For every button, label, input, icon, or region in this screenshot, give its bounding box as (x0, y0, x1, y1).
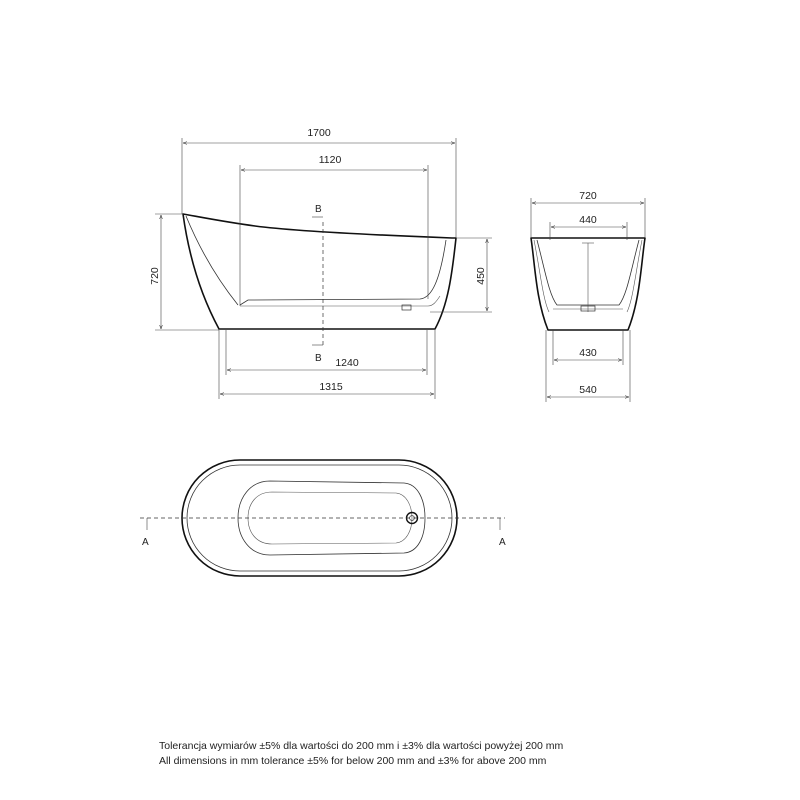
side-view-backrest-line (186, 216, 238, 305)
section-label-a-left: A (142, 537, 149, 548)
dim-label-1315: 1315 (319, 381, 343, 393)
section-label-b-bottom: B (315, 353, 322, 364)
dim-label-430: 430 (579, 347, 597, 359)
dim-label-440: 440 (579, 214, 597, 226)
side-view-outline (183, 214, 456, 329)
tolerance-note-polish: Tolerancja wymiarów ±5% dla wartości do 200 mm i ±3% dla wartości powyżej 200 mm (159, 740, 564, 752)
tolerance-notes (159, 739, 563, 769)
section-label-a-right: A (499, 537, 506, 548)
side-view-basin-floor (240, 296, 440, 306)
tolerance-note-english: All dimensions in mm tolerance ±5% for below 200 mm and ±3% for above 200 mm (159, 755, 547, 767)
side-view (149, 127, 492, 399)
dim-label-540: 540 (579, 384, 597, 396)
side-view-inner-basin (240, 240, 446, 305)
section-label-b-top: B (315, 204, 322, 215)
top-view (140, 460, 506, 576)
dim-label-720-height: 720 (149, 267, 161, 285)
dim-label-1120: 1120 (318, 154, 342, 166)
dim-label-1240: 1240 (335, 357, 359, 369)
dim-label-450: 450 (475, 267, 487, 285)
dim-label-720-width: 720 (579, 190, 597, 202)
end-view (531, 190, 645, 402)
dim-label-1700: 1700 (307, 127, 331, 139)
